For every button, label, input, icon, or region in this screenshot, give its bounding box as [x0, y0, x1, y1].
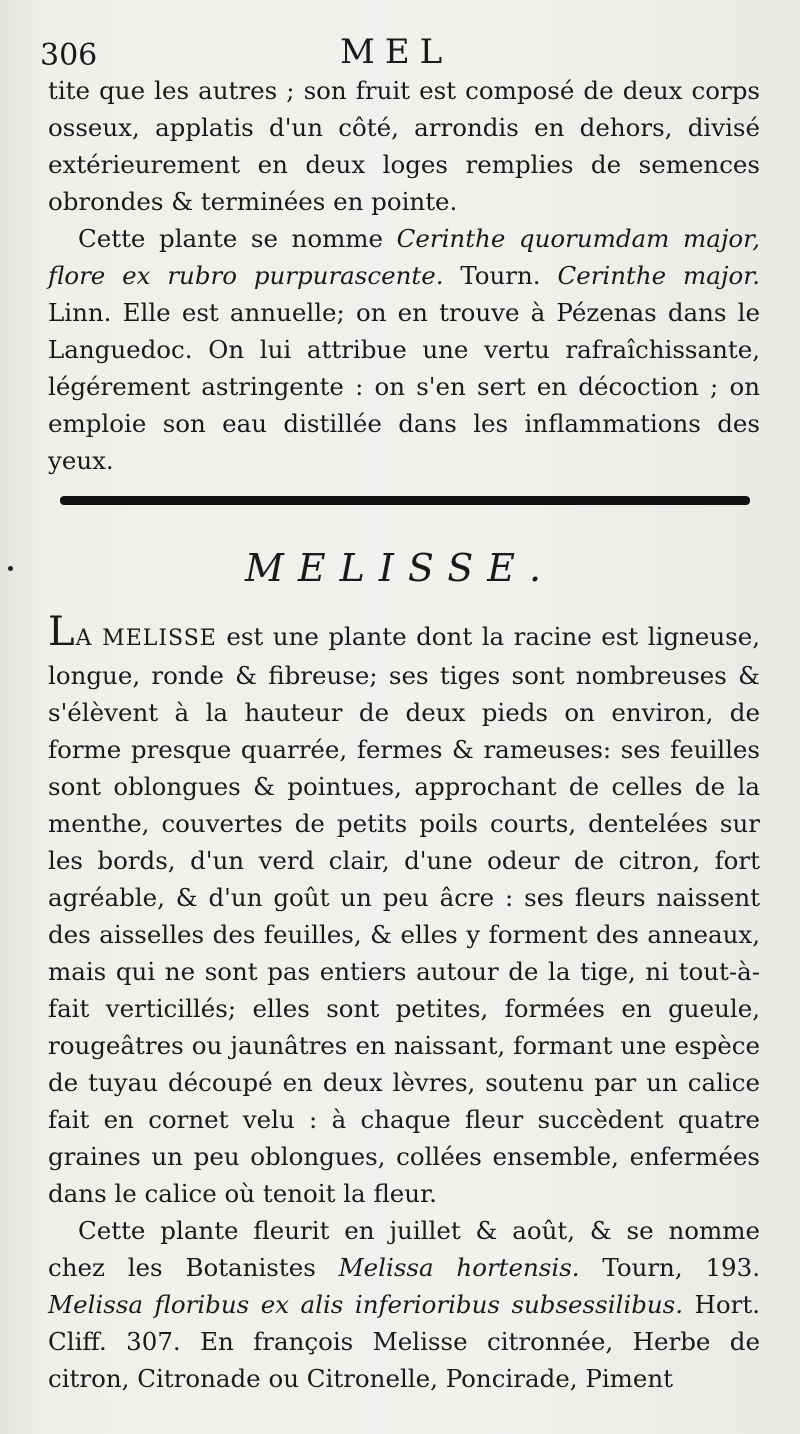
- text-run: Cette plante fleurit en juillet & août, & se nomme chez les Botanistes: [48, 1216, 760, 1282]
- continued-text: [48, 72, 760, 479]
- latin-name: Melissa hortensis.: [338, 1253, 580, 1282]
- lead-caps: A MELISSE: [75, 626, 217, 651]
- latin-name: Melissa floribus ex alis inferioribus subsessilibus.: [48, 1290, 684, 1319]
- drop-initial: L: [48, 609, 76, 655]
- paragraph: [48, 609, 760, 1212]
- running-title: MEL: [340, 32, 453, 72]
- text-run: Cette plante se nomme: [78, 224, 397, 253]
- text-run: Tourn, 193.: [579, 1253, 760, 1282]
- paragraph: tite que les autres ; son fruit est composé de deux corps osseux, applatis d'un côté, arrondis en dehors, divisé extérieurement en deux loges remplies de semences obrondes & terminées en pointe.: [48, 76, 760, 216]
- text-run: est une plante dont la racine est ligneuse, longue, ronde & fibreuse; ses tiges sont nombreuses & s'élèvent à la hauteur de deux pieds on environ, de forme presque quarrée, fermes & rameuses: ses feuilles sont oblongues & pointues, approchant de celles de la menthe, couvertes de petits poils courts, dentelées sur les bords, d'un verd clair, d'une odeur de citron, fort agréable, & d'un goût un peu âcre : ses fleurs naissent des aisselles des feuilles, & elles y forment des anneaux, mais qui ne sont pas entiers autour de la tige, ni tout-à-fait verticillés; elles sont petites, formées en gueule, rougeâtres ou jaunâtres en naissant, formant une espèce de tuyau découpé en deux lèvres, soutenu par un calice fait en cornet velu : à chaque fleur succèdent quatre graines un peu oblongues, collées ensemble, enfermées dans le calice où tenoit la fleur.: [48, 622, 760, 1208]
- latin-name: Cerinthe quorumdam major, flore ex rubro purpurascente.: [48, 224, 760, 290]
- section-title: MELISSE.: [244, 546, 556, 590]
- page-header: [40, 28, 770, 76]
- latin-name: Cerinthe major.: [557, 261, 760, 290]
- text-run: Tourn.: [443, 261, 558, 290]
- text-run: Hort. Cliff. 307. En françois Melisse citronnée, Herbe de citron, Citronade ou Citronelle, Poncirade, Piment: [48, 1290, 760, 1393]
- paragraph: [48, 1212, 760, 1397]
- section-divider: [60, 496, 750, 505]
- section-text: [48, 609, 760, 1397]
- paragraph: [48, 220, 760, 479]
- page-number: 306: [40, 38, 98, 73]
- text-run: Linn. Elle est annuelle; on en trouve à Pézenas dans le Languedoc. On lui attribue une vertu rafraîchissante, légérement astringente : on s'en sert en décoction ; on emploie son eau distillée dans les inflammations des yeux.: [48, 298, 760, 475]
